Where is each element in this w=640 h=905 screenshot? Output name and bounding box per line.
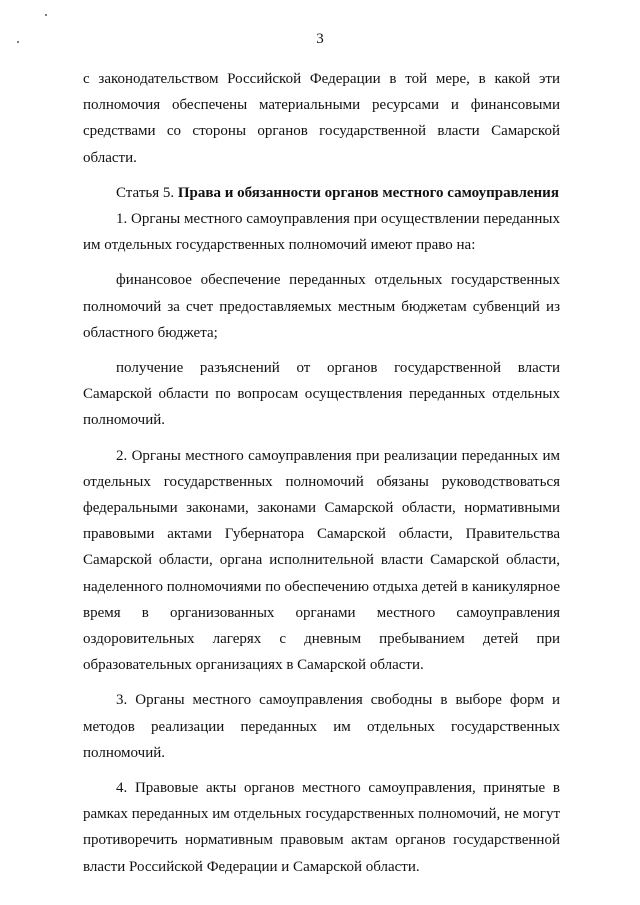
page-number: 3 [316, 31, 324, 47]
article-title: Права и обязанности органов местного самоуправления [177, 184, 559, 201]
paragraph-3: 3. Органы местного самоуправления свободны в выборе форм и методов реализации переданных им отдельных государственных полномочий. [83, 692, 560, 761]
article-prefix: Статья 5. [116, 184, 175, 201]
paragraph-1b: получение разъяснений от органов государственной власти Самарской области по вопросам осуществления переданных отдельных полномочий. [83, 360, 560, 429]
document-body [83, 66, 560, 880]
article-heading [83, 180, 560, 206]
continuation-paragraph: с законодательством Российской Федерации в той мере, в какой эти полномочия обеспечены материальными ресурсами и финансовыми средствами со стороны органов государственной власти Самарской области. [83, 71, 560, 166]
paragraph-1: 1. Органы местного самоуправления при осуществлении переданных им отдельных государственных полномочий имеют право на: [83, 211, 560, 254]
paragraph-2: 2. Органы местного самоуправления при реализации переданных им отдельных государственных полномочий обязаны руководствоваться федеральными законами, законами Самарской области, нормативными правовыми актами Губернатора Самарской области, Правительства Самарской области, органа исполнительной власти Самарской области, наделенного полномочиями по обеспечению отдыха детей в каникулярное время в организованных органами местного самоуправления оздоровительных лагерях с дневным пребыванием детей при образовательных организациях в Самарской области. [83, 447, 560, 674]
paragraph-1a: финансовое обеспечение переданных отдельных государственных полномочий за счет предоставляемых местным бюджетам субвенций из областного бюджета; [83, 272, 560, 341]
paragraph-4: 4. Правовые акты органов местного самоуправления, принятые в рамках переданных им отдельных государственных полномочий, не могут противоречить нормативным правовым актам органов государственной власти Российской Федерации и Самарской области. [83, 780, 560, 875]
scan-speck [45, 14, 47, 16]
